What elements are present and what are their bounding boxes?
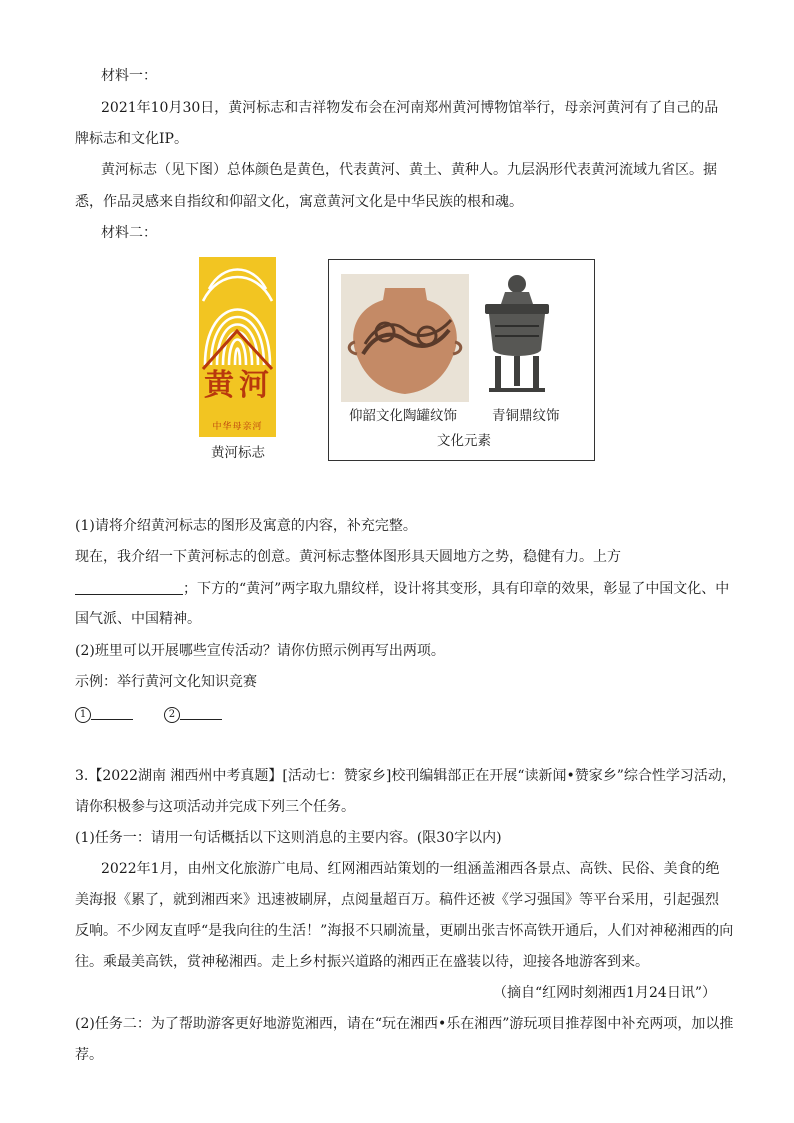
bronze-ding-image: [481, 270, 553, 398]
culture-elements-box: [328, 259, 595, 461]
logo-char-huang: 黄: [204, 368, 234, 403]
material1-heading: 材料一：: [101, 68, 157, 84]
q2-answer-blank-1[interactable]: [91, 703, 133, 720]
logo-char-he: 河: [239, 368, 269, 403]
q3-line1: 3.【2022湖南 湘西州中考真题】[活动七：赞家乡]校刊编辑部正在开展“读新闻•赞家乡”综合性学习活动，: [75, 768, 736, 784]
q1-line1: 现在，我介绍一下黄河标志的创意。黄河标志整体图形具天圆地方之势，稳健有力。上方: [75, 549, 621, 565]
q3-task2-line2: 荐。: [75, 1047, 103, 1063]
material2-heading: 材料二：: [101, 225, 157, 241]
q3-news-line4: 往。乘最美高铁，赏神秘湘西。走上乡村振兴道路的湘西正在盛装以待，迎接各地游客到来。: [75, 954, 649, 970]
material1-p2-line2: 悉，作品灵感来自指纹和仰韶文化，寓意黄河文化是中华民族的根和魂。: [75, 194, 523, 210]
q2-answer-blank-2[interactable]: [180, 703, 222, 720]
q2-num-2: 2: [164, 707, 180, 723]
q2-example: 示例：举行黄河文化知识竞赛: [75, 674, 257, 690]
material1-p1-line1: 2021年10月30日，黄河标志和吉祥物发布会在河南郑州黄河博物馆举行，母亲河黄河有了自己的品: [101, 100, 719, 116]
q2-num-1: 1: [75, 707, 91, 723]
q1-line3: 国气派、中国精神。: [75, 611, 201, 627]
q3-source: （摘自“红网时刻湘西1月24日讯”）: [492, 985, 716, 1001]
q3-news-line2: 美海报《累了，就到湘西来》迅速被刷屏，点阅量超百万。稿件还被《学习强国》等平台采用，引起强烈: [75, 892, 719, 908]
yangshao-pottery-image: [341, 274, 469, 402]
logo-subtitle: 中华母亲河: [212, 422, 263, 432]
box-caption: 文化元素: [437, 433, 491, 449]
logo-caption: 黄河标志: [211, 445, 265, 461]
material1-p2-line1: 黄河标志（见下图）总体颜色是黄色，代表黄河、黄土、黄种人。九层涡形代表黄河流域九省区。据: [101, 162, 717, 178]
q2-answers: [75, 703, 222, 724]
q1-line2-text: ；下方的“黄河”两字取九鼎纹样，设计将其变形，具有印章的效果，彰显了中国文化、中: [183, 581, 730, 597]
material1-p1-line2: 牌标志和文化IP。: [75, 131, 188, 147]
q1-answer-blank[interactable]: [75, 578, 183, 595]
ding-caption: 青铜鼎纹饰: [492, 408, 560, 424]
q3-task1: (1)任务一：请用一句话概括以下这则消息的主要内容。(限30字以内): [75, 830, 502, 846]
q3-task2-line1: (2)任务二：为了帮助游客更好地游览湘西，请在“玩在湘西•乐在湘西”游玩项目推荐图中补充两项，加以推: [75, 1016, 734, 1032]
q1-line2: [75, 578, 729, 599]
q3-news-line3: 反响。不少网友直呼“是我向往的生活！”海报不只刷流量，更刷出张吉怀高铁开通后，人们对神秘湘西的向: [75, 923, 734, 939]
q3-line2: 请你积极参与这项活动并完成下列三个任务。: [75, 799, 355, 815]
fingerprint-icon: [199, 261, 276, 371]
q1-prompt: (1)请将介绍黄河标志的图形及寓意的内容，补充完整。: [75, 518, 417, 534]
yellow-river-logo: [199, 257, 276, 437]
pottery-caption: 仰韶文化陶罐纹饰: [349, 408, 457, 424]
q3-news-line1: 2022年1月，由州文化旅游广电局、红网湘西站策划的一组涵盖湘西各景点、高铁、民俗、美食的绝: [101, 861, 720, 877]
q2-prompt: (2)班里可以开展哪些宣传活动？请你仿照示例再写出两项。: [75, 643, 445, 659]
